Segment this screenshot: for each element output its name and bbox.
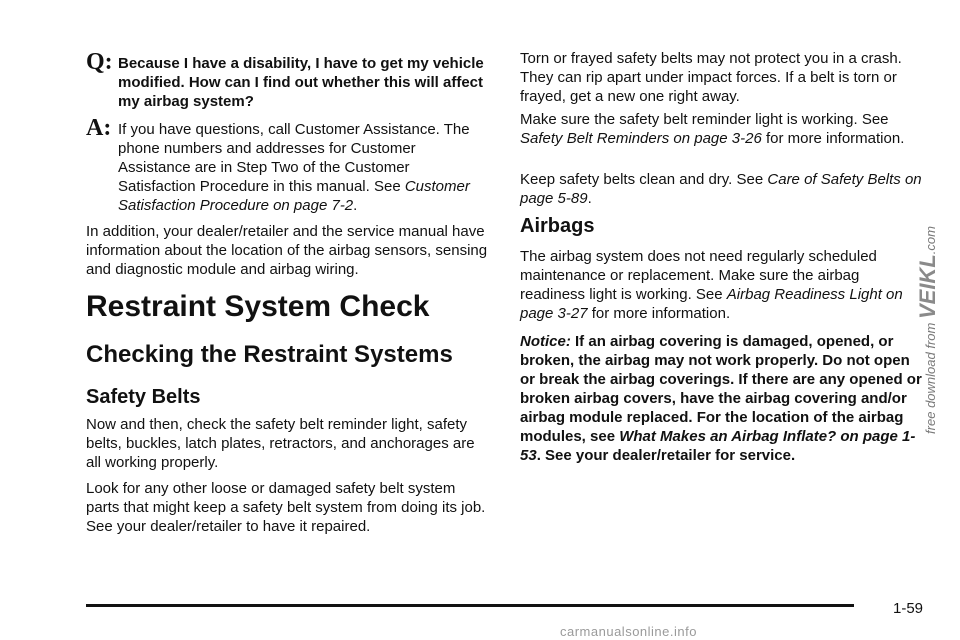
loose-parts-paragraph: Look for any other loose or damaged safety belt system parts that might keep a safety belt system from doing its job. See your dealer/retailer to have it repaired.: [86, 480, 486, 535]
answer-body: If you have questions, call Customer Assistance. The phone numbers and addresses for Customer Assistance are in Step Two of the Customer Satisfaction Procedure in this manual. See: [118, 121, 470, 195]
watermark-end-text: .com: [923, 226, 938, 255]
notice-text: If an airbag covering is damaged, opened, or broken, the airbag may not work properly. Do not open or break the airbag coverings. If there are any opened or broken airbag covers, have the airbag covering and/or airbag module replaced. For the location of the airbag modules, see: [520, 333, 922, 445]
torn-belts-paragraph: Torn or frayed safety belts may not protect you in a crash. They can rip apart under impact forces. If a belt is torn or frayed, get a new one right away.: [520, 50, 902, 105]
care-of-safety-belts-xref[interactable]: Care of Safety Belts on page 5-89: [520, 171, 922, 207]
watermark-small-text: free download from: [923, 322, 938, 434]
airbag-inflate-xref[interactable]: What Makes an Airbag Inflate? on page 1-53: [520, 428, 916, 464]
side-watermark-text: [915, 226, 941, 434]
airbag-info-paragraph: In addition, your dealer/retailer and the service manual have information about the location of the airbag sensors, sensing and diagnostic module and airbag wiring.: [86, 223, 488, 278]
footer-rule: [86, 604, 854, 607]
airbag-maintenance-end: for more information.: [591, 305, 731, 322]
answer-letter: A:: [86, 115, 112, 141]
bottom-watermark: carmanualsonline.info: [560, 624, 697, 639]
watermark-logo-text: VEIKL: [915, 254, 940, 320]
heading-airbags: Airbags: [520, 215, 595, 237]
clean-belts-end: .: [587, 190, 592, 207]
question-text: Because I have a disability, I have to get my vehicle modified. How can I find out whether this will affect my airbag system?: [118, 55, 484, 110]
page-number: 1-59: [893, 600, 924, 617]
reminder-light-paragraph: [520, 110, 925, 148]
answer-end: .: [353, 197, 358, 214]
subsection-heading-checking-restraint-systems: Checking the Restraint Systems: [86, 341, 453, 368]
airbag-maintenance-text: The airbag system does not need regularly scheduled maintenance or replacement. Make sure the airbag readiness light is working. See: [520, 248, 877, 303]
clean-belts-paragraph: [520, 170, 925, 208]
safety-belt-reminders-xref[interactable]: Safety Belt Reminders on page 3-26: [520, 130, 762, 147]
section-heading-restraint-system-check: Restraint System Check: [86, 290, 430, 323]
question-letter: Q:: [86, 49, 113, 75]
safety-belt-check-paragraph: Now and then, check the safety belt reminder light, safety belts, buckles, latch plates, retractors, and anchorages are all working properly.: [86, 416, 475, 471]
airbag-maintenance-paragraph: [520, 247, 925, 323]
reminder-light-text: Make sure the safety belt reminder light is working. See: [520, 111, 889, 128]
answer-text: [118, 120, 490, 215]
notice-paragraph: [520, 332, 925, 465]
heading-safety-belts: Safety Belts: [86, 386, 201, 408]
clean-belts-text: Keep safety belts clean and dry. See: [520, 171, 764, 188]
notice-label: Notice:: [520, 333, 571, 350]
reminder-light-end: for more information.: [765, 130, 905, 147]
customer-satisfaction-xref[interactable]: Customer Satisfaction Procedure on page 7-2: [118, 178, 470, 214]
airbag-readiness-light-xref[interactable]: Airbag Readiness Light on page 3-27: [520, 286, 903, 322]
notice-end: . See your dealer/retailer for service.: [536, 447, 796, 464]
